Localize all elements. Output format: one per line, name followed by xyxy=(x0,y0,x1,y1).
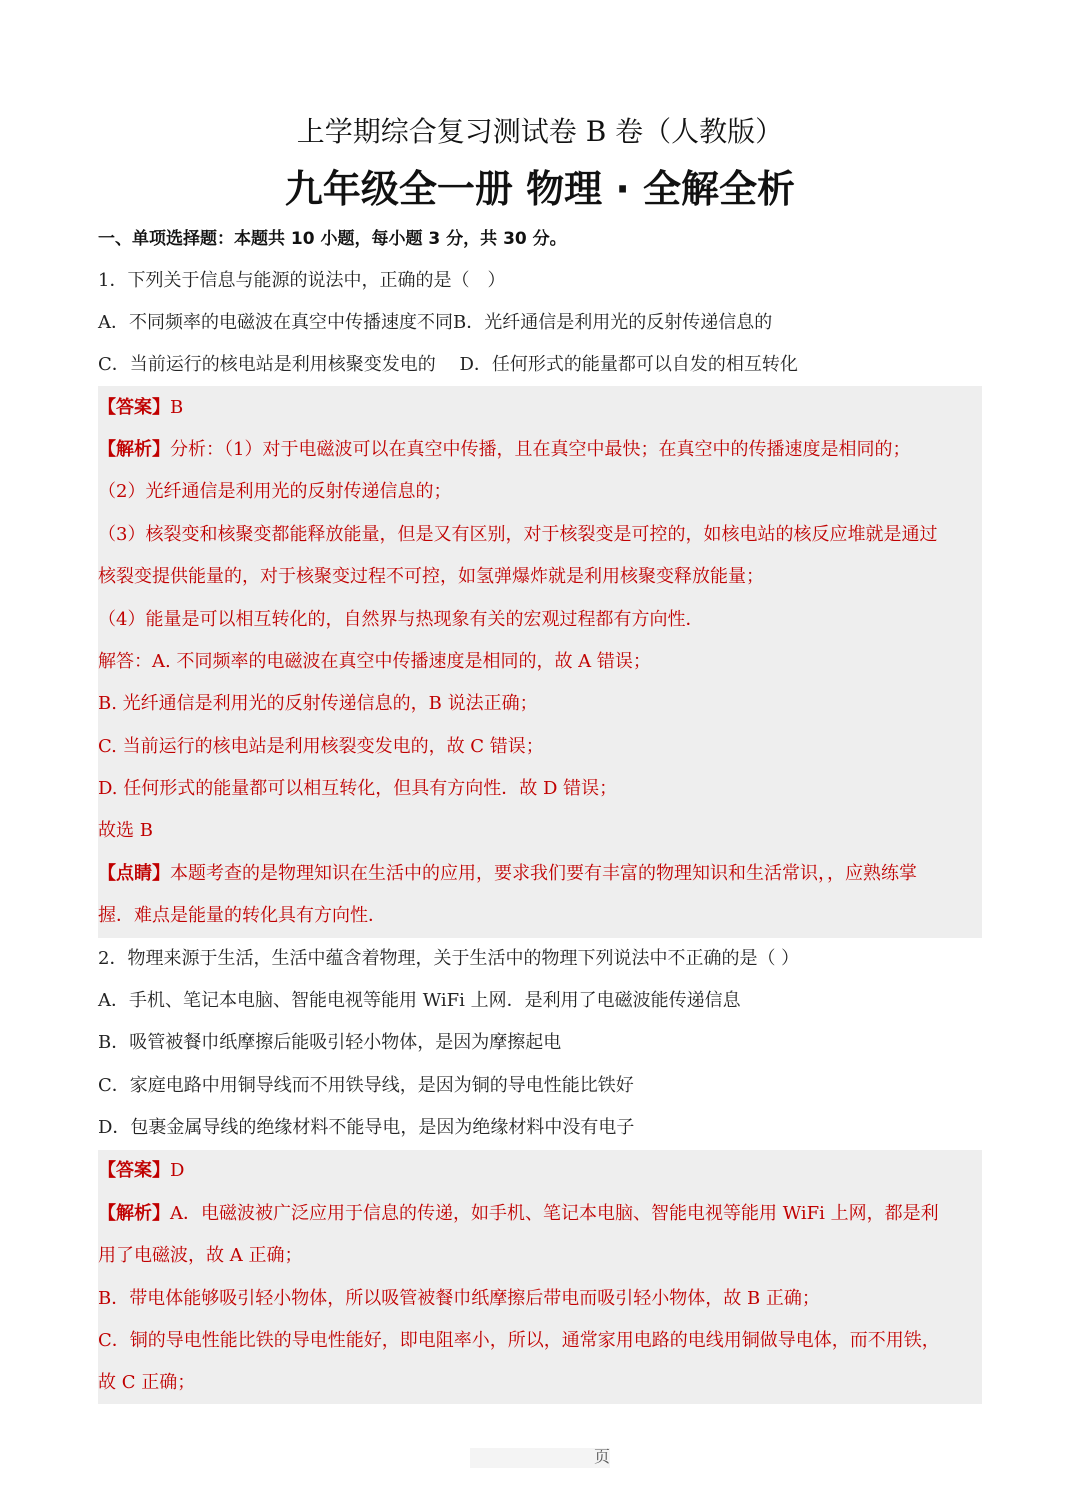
question-2-option-b: B．吸管被餐巾纸摩擦后能吸引轻小物体，是因为摩擦起电 xyxy=(98,1032,562,1053)
analysis-tag: 【解析】 xyxy=(98,439,170,460)
question-1-analysis-line: 【解析】分析：（1）对于电磁波可以在真空中传播，且在真空中最快；在真空中的传播速度是相同的； xyxy=(98,439,911,460)
answer-tag: 【答案】 xyxy=(98,397,170,418)
question-2-analysis-line: C．铜的导电性能比铁的导电性能好，即电阻率小，所以，通常家用电路的电线用铜做导电体，而不用铁， xyxy=(98,1330,940,1351)
question-1-analysis-line: 核裂变提供能量的，对于核聚变过程不可控，如氢弹爆炸就是利用核聚变释放能量； xyxy=(98,566,764,587)
question-2-answer-panel xyxy=(98,1150,982,1404)
answer-value: B xyxy=(170,397,184,418)
question-2-analysis-line: 故 C 正确； xyxy=(98,1372,196,1393)
question-2-option-d: D．包裹金属导线的绝缘材料不能导电，是因为绝缘材料中没有电子 xyxy=(98,1117,635,1138)
answer-value: D xyxy=(170,1160,185,1181)
footer-page-marker xyxy=(470,1448,610,1468)
question-2-stem: 2．物理来源于生活，生活中蕴含着物理，关于生活中的物理下列说法中不正确的是（ ） xyxy=(98,948,800,969)
document-title: 九年级全一册 物理 · 全解全析 xyxy=(284,167,796,211)
question-2-analysis-line: 用了电磁波，故 A 正确； xyxy=(98,1245,303,1266)
question-1-comment: 【点睛】本题考查的是物理知识在生活中的应用，要求我们要有丰富的物理知识和生活常识，，应熟练掌 xyxy=(98,863,917,884)
question-1-stem: 1．下列关于信息与能源的说法中，正确的是（ ） xyxy=(98,270,506,291)
document-subtitle: 上学期综合复习测试卷 B 卷（人教版） xyxy=(296,115,784,148)
question-2-answer xyxy=(98,1157,984,1185)
question-1-analysis-line: （4）能量是可以相互转化的，自然界与热现象有关的宏观过程都有方向性． xyxy=(98,609,704,630)
question-2-option-a: A．手机、笔记本电脑、智能电视等能用 WiFi 上网．是利用了电磁波能传递信息 xyxy=(98,990,741,1011)
question-2-option-c: C．家庭电路中用铜导线而不用铁导线，是因为铜的导电性能比铁好 xyxy=(98,1075,634,1096)
question-1-options-cd: C．当前运行的核电站是利用核聚变发电的 D．任何形式的能量都可以自发的相互转化 xyxy=(98,354,798,375)
question-1-analysis-line: 故选 B xyxy=(98,820,153,841)
answer-tag: 【答案】 xyxy=(98,1160,170,1181)
question-2-analysis-line: B．带电体能够吸引轻小物体，所以吸管被餐巾纸摩擦后带电而吸引轻小物体，故 B 正确； xyxy=(98,1288,820,1309)
question-1-analysis-line: （3）核裂变和核聚变都能释放能量，但是又有区别，对于核裂变是可控的，如核电站的核反应堆就是通过 xyxy=(98,524,938,545)
analysis-tag: 【解析】 xyxy=(98,1203,170,1224)
page-footer: 页 xyxy=(594,1447,611,1466)
question-1-options-ab: A．不同频率的电磁波在真空中传播速度不同B．光纤通信是利用光的反射传递信息的 xyxy=(98,312,773,333)
question-2-analysis-line: 【解析】A．电磁波被广泛应用于信息的传递，如手机、笔记本电脑、智能电视等能用 WiFi 上网，都是利 xyxy=(98,1203,939,1224)
comment-tag: 【点睛】 xyxy=(98,863,170,884)
question-1-analysis-line: C. 当前运行的核电站是利用核裂变发电的，故 C 错误； xyxy=(98,736,544,757)
question-1-analysis-line: （2）光纤通信是利用光的反射传递信息的； xyxy=(98,481,452,502)
question-1-comment-line: 握．难点是能量的转化具有方向性． xyxy=(98,905,386,926)
section-heading: 一、单项选择题：本题共 10 小题，每小题 3 分，共 30 分。 xyxy=(98,229,567,249)
question-1-analysis-line: B. 光纤通信是利用光的反射传递信息的，B 说法正确； xyxy=(98,693,538,714)
question-1-analysis-line: 解答：A. 不同频率的电磁波在真空中传播速度是相同的，故 A 错误； xyxy=(98,651,651,672)
question-1-answer xyxy=(98,394,984,422)
question-1-analysis-line: D. 任何形式的能量都可以相互转化，但具有方向性．故 D 错误； xyxy=(98,778,618,799)
